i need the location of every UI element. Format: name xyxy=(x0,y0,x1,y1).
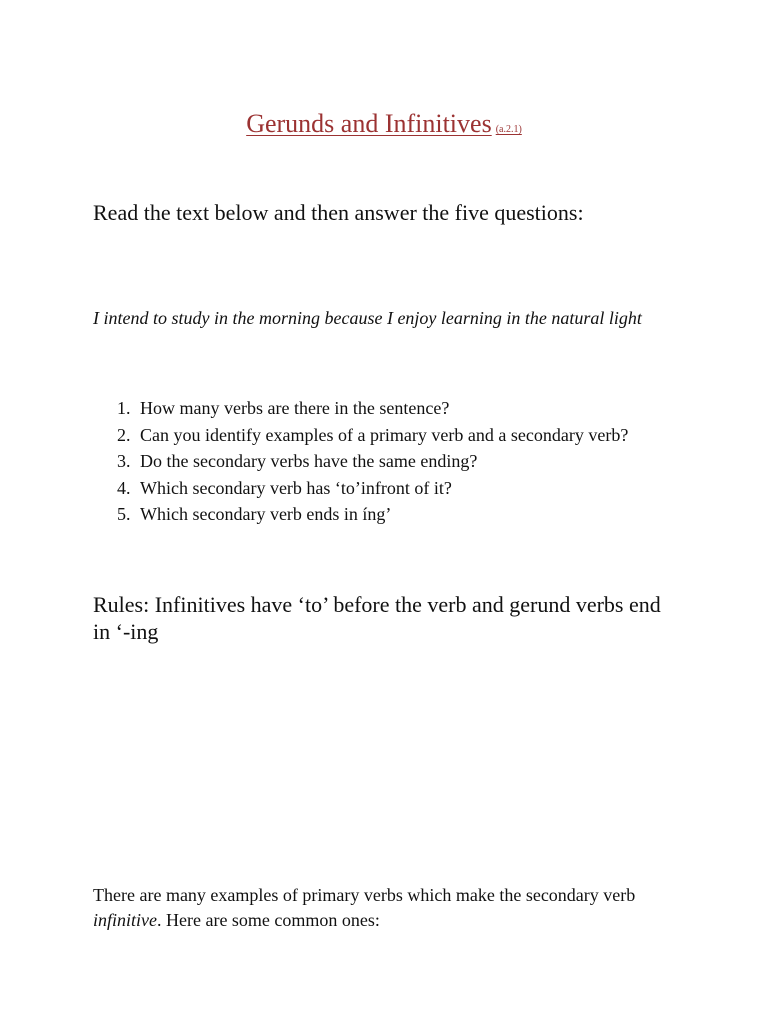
page-title xyxy=(0,108,768,146)
question-text: Which secondary verb has ‘to’infront of it? xyxy=(140,477,452,498)
example-sentence: I intend to study in the morning because I enjoy learning in the natural light xyxy=(93,308,642,328)
examples-emphasis: infinitive xyxy=(93,910,157,930)
question-number: 3. xyxy=(117,451,131,471)
question-text: How many verbs are there in the sentence? xyxy=(140,398,450,418)
question-item xyxy=(117,423,637,448)
question-item xyxy=(117,502,637,527)
examples-text-before: There are many examples of primary verbs which make the secondary verb xyxy=(93,885,636,905)
title-code: (a.2.1) xyxy=(495,124,522,135)
question-number: 2. xyxy=(117,424,131,445)
question-number: 4. xyxy=(117,477,131,498)
question-text: Can you identify examples of a primary verb and a secondary verb? xyxy=(140,424,629,445)
question-item xyxy=(117,449,637,474)
question-item xyxy=(117,476,637,501)
question-number: 5. xyxy=(117,504,131,524)
examples-paragraph xyxy=(93,883,683,933)
rules-text: Rules: Infinitives have ‘to’ before the verb and gerund verbs end in ‘-ing xyxy=(93,592,661,644)
question-text: Do the secondary verbs have the same ending? xyxy=(140,451,478,471)
question-item xyxy=(117,396,637,421)
question-text: Which secondary verb ends in íng’ xyxy=(140,504,392,524)
title-main: Gerunds and Infinitives xyxy=(246,109,492,138)
question-number: 1. xyxy=(117,398,131,418)
intro-instruction: Read the text below and then answer the five questions: xyxy=(93,200,584,225)
question-list xyxy=(117,396,637,529)
examples-text-after: . Here are some common ones: xyxy=(156,910,380,930)
